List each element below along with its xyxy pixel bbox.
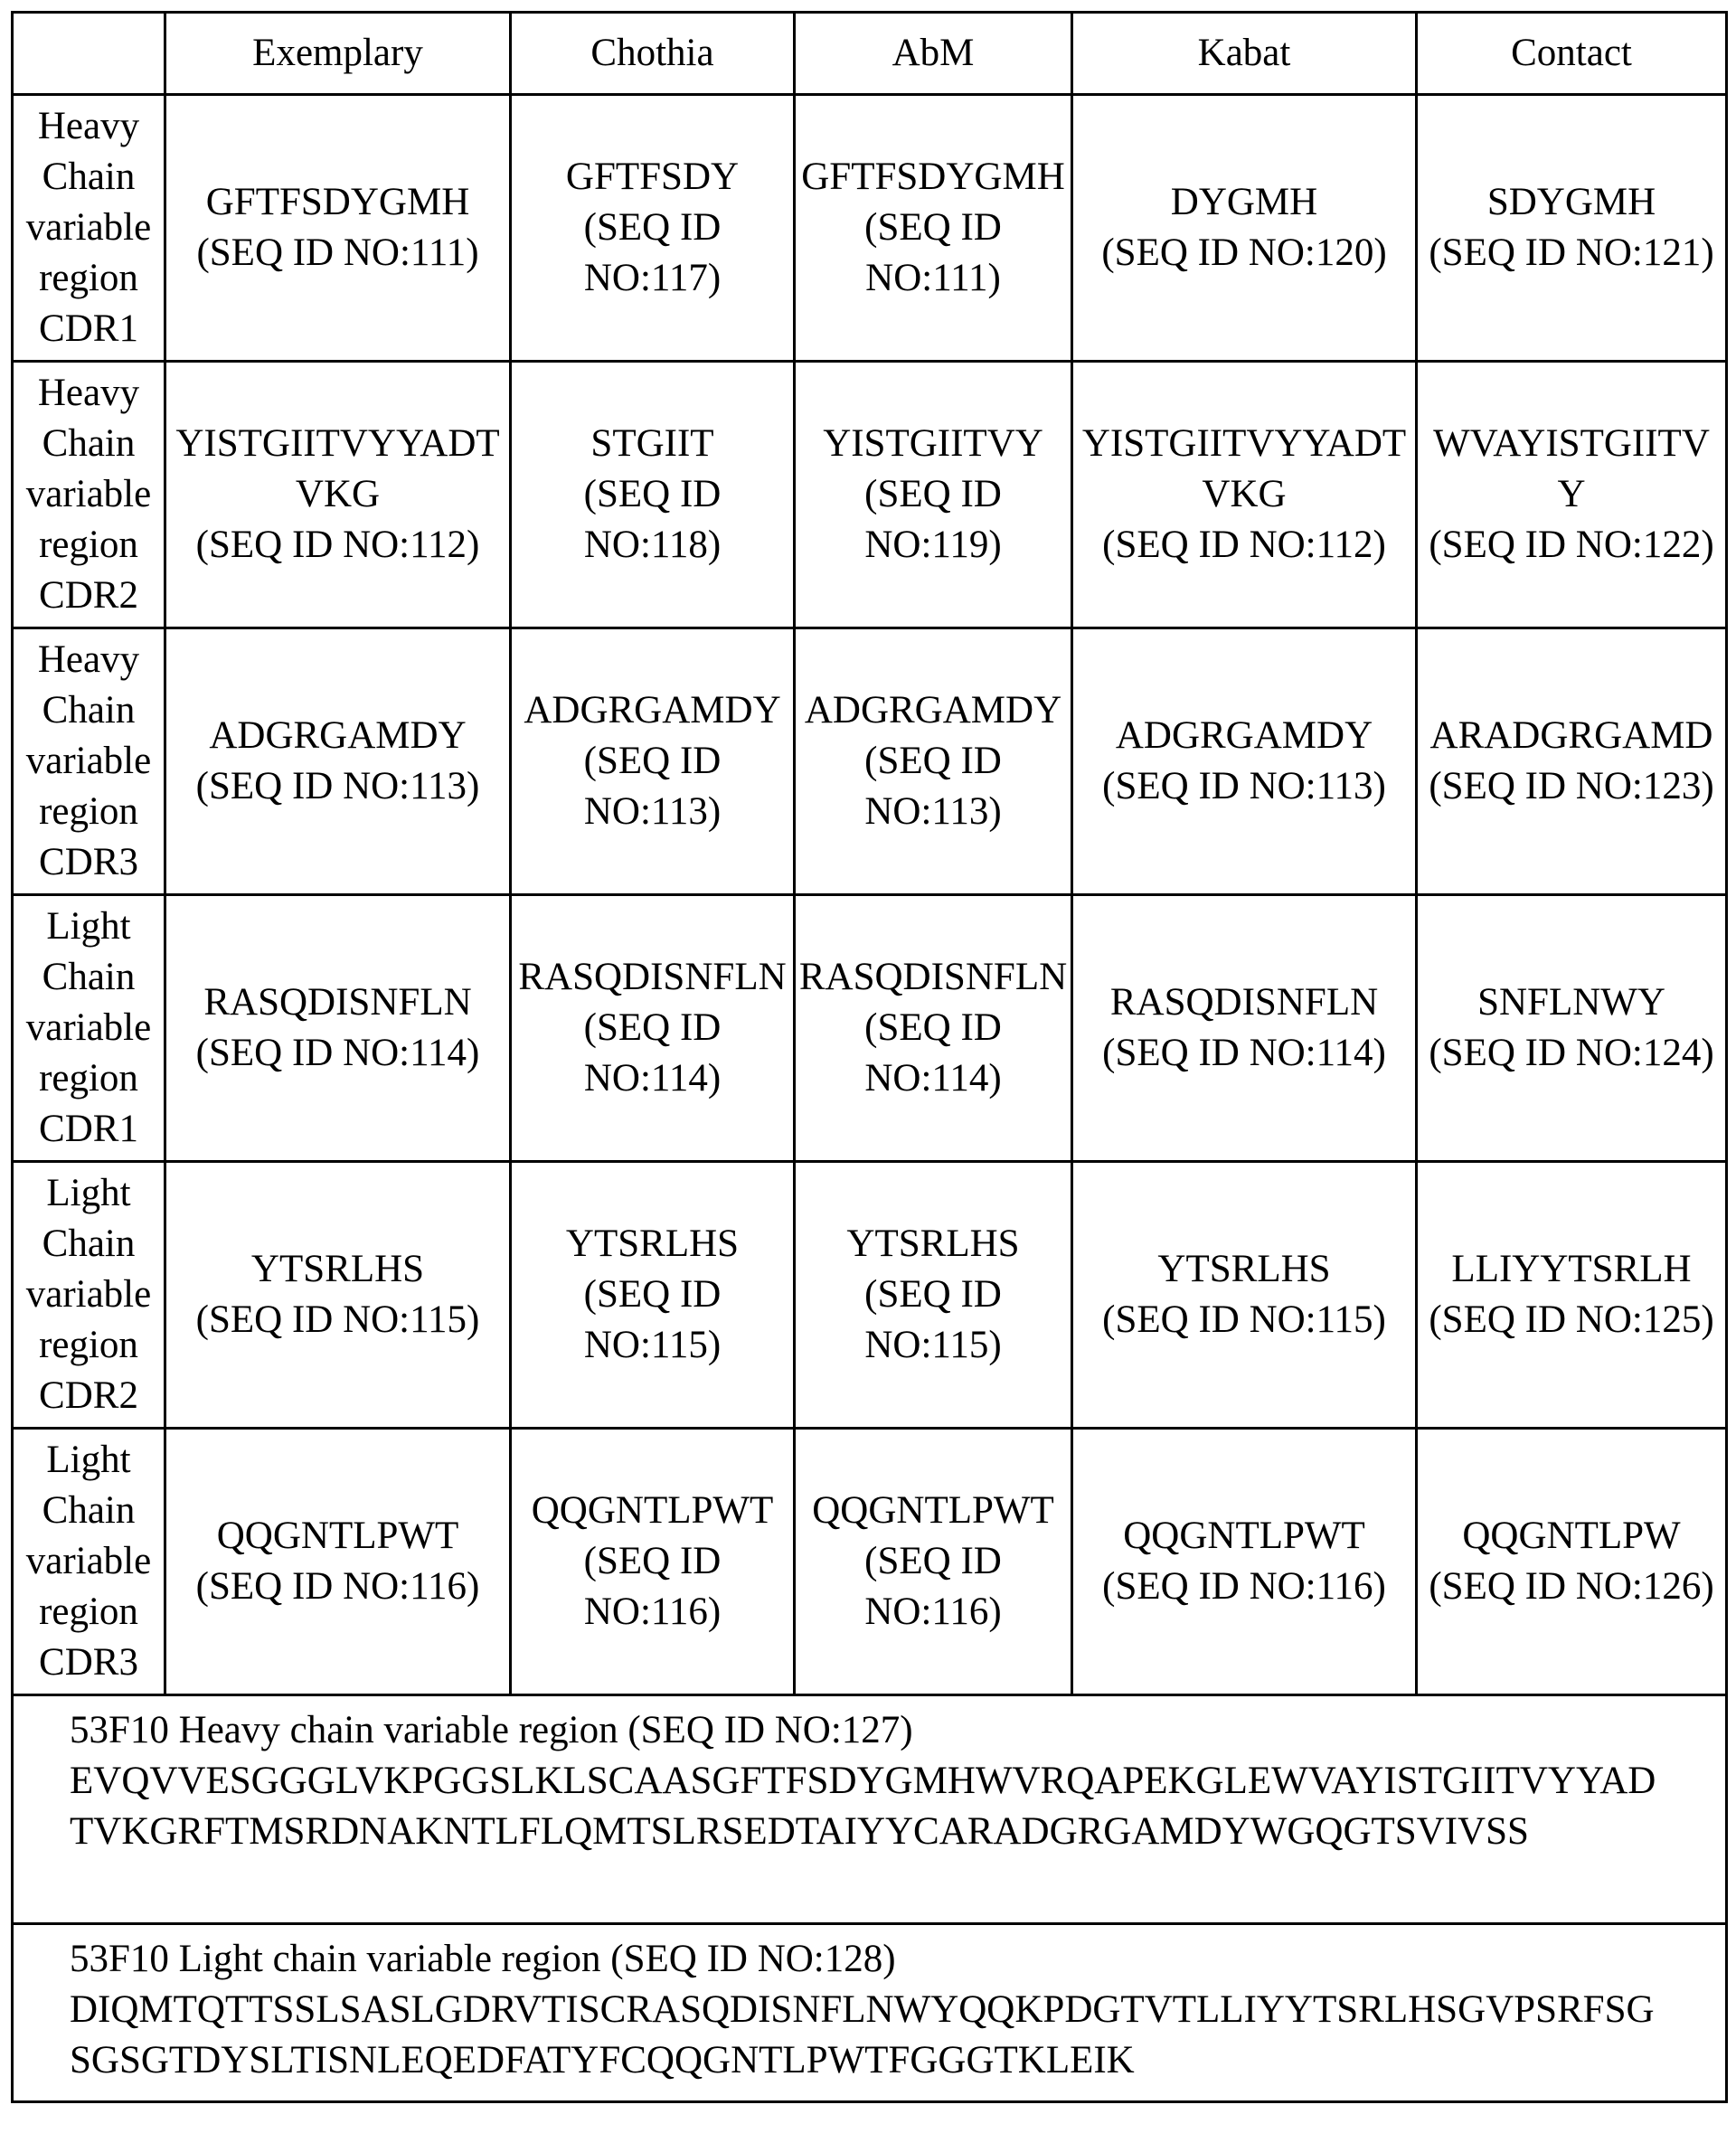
row-header	[13, 628, 165, 895]
cdr-sequence: YTSRLHS	[514, 1219, 791, 1269]
cdr-sequence: YTSRLHS	[1075, 1244, 1413, 1295]
row-header-line: Heavy	[15, 635, 162, 685]
row-header-line: CDR3	[15, 1638, 162, 1688]
seq-id-label: (SEQ ID NO:125)	[1420, 1295, 1723, 1345]
seq-id-label: (SEQ ID NO:121)	[1420, 228, 1723, 278]
row-header-line: variable	[15, 469, 162, 520]
row-header-line: variable	[15, 1536, 162, 1587]
seq-id-label: (SEQ ID NO:111)	[168, 228, 507, 278]
seq-id-label: (SEQ ID NO:113)	[168, 761, 507, 812]
header-row	[13, 13, 1727, 95]
seq-id-label: (SEQ ID NO:114)	[797, 1003, 1069, 1104]
row-header-line: CDR2	[15, 571, 162, 621]
row-header-line: region	[15, 520, 162, 571]
row-header-line: Chain	[15, 1486, 162, 1536]
row-header-line: CDR3	[15, 837, 162, 888]
table-row	[13, 95, 1727, 362]
seq-id-label: (SEQ ID NO:116)	[1075, 1562, 1413, 1612]
seq-id-label: (SEQ ID NO:115)	[797, 1269, 1069, 1371]
seq-id-label: (SEQ ID NO:117)	[514, 203, 791, 304]
seq-id-label: (SEQ ID NO:116)	[514, 1536, 791, 1638]
row-header	[13, 895, 165, 1162]
column-header: Exemplary	[165, 13, 511, 95]
cdr-sequence: YISTGIITVY	[797, 419, 1069, 469]
seq-id-label: (SEQ ID NO:114)	[1075, 1028, 1413, 1079]
table-cell	[165, 1162, 511, 1429]
table-cell	[165, 95, 511, 362]
table-cell	[1417, 1429, 1727, 1695]
column-header: Chothia	[511, 13, 795, 95]
light-chain-sequence: DIQMTQTTSSLSASLGDRVTISCRASQDISNFLNWYQQKPDGTVTLLIYYTSRLHSGVPSRFSGSGSGTDYSLTISNLEQEDFATYFCQQGNTLPWTFGGGTKLEIK	[70, 1985, 1671, 2086]
row-header-line: Heavy	[15, 101, 162, 152]
table-cell	[1072, 362, 1417, 628]
table-cell	[795, 362, 1072, 628]
table-cell	[795, 95, 1072, 362]
cdr-sequence: RASQDISNFLN	[797, 952, 1069, 1003]
row-header-line: Light	[15, 1168, 162, 1219]
table-cell	[1072, 95, 1417, 362]
table-cell	[1072, 1429, 1417, 1695]
seq-id-label: (SEQ ID NO:119)	[797, 469, 1069, 571]
heavy-chain-cell	[13, 1695, 1727, 1924]
cdr-sequence: GFTFSDY	[514, 152, 791, 203]
seq-id-label: (SEQ ID NO:114)	[168, 1028, 507, 1079]
row-header-line: Light	[15, 901, 162, 952]
seq-id-label: (SEQ ID NO:116)	[797, 1536, 1069, 1638]
cdr-sequence: GFTFSDYGMH	[168, 177, 507, 228]
row-header-line: region	[15, 1587, 162, 1638]
seq-id-label: (SEQ ID NO:113)	[797, 736, 1069, 837]
row-header-line: Chain	[15, 419, 162, 469]
row-header-line: Chain	[15, 152, 162, 203]
table-cell	[165, 362, 511, 628]
seq-id-label: (SEQ ID NO:124)	[1420, 1028, 1723, 1079]
cdr-sequence: SNFLNWY	[1420, 977, 1723, 1028]
table-cell	[1417, 895, 1727, 1162]
seq-id-label: (SEQ ID NO:113)	[514, 736, 791, 837]
cdr-sequence: YTSRLHS	[168, 1244, 507, 1295]
table-cell	[795, 1429, 1072, 1695]
cdr-sequence: ADGRGAMDY	[168, 711, 507, 761]
table-cell	[511, 628, 795, 895]
row-header-line: CDR2	[15, 1371, 162, 1421]
row-header-line: region	[15, 253, 162, 304]
cdr-sequence: RASQDISNFLN	[514, 952, 791, 1003]
table-cell	[1417, 95, 1727, 362]
seq-id-label: (SEQ ID NO:118)	[514, 469, 791, 571]
row-header-line: region	[15, 787, 162, 837]
row-header-line: variable	[15, 1269, 162, 1320]
row-header-line: CDR1	[15, 1104, 162, 1155]
cdr-sequence: QQGNTLPWT	[168, 1511, 507, 1562]
column-header: Contact	[1417, 13, 1727, 95]
table-cell	[511, 362, 795, 628]
row-header-line: Chain	[15, 952, 162, 1003]
cdr-sequence: QQGNTLPWT	[514, 1486, 791, 1536]
row-header-line: Light	[15, 1435, 162, 1486]
cdr-sequence: RASQDISNFLN	[1075, 977, 1413, 1028]
cdr-sequence: ARADGRGAMD	[1420, 711, 1723, 761]
table-cell	[795, 628, 1072, 895]
cdr-sequence: WVAYISTGIITVY	[1420, 419, 1723, 520]
table-cell	[511, 95, 795, 362]
table-cell	[795, 895, 1072, 1162]
seq-id-label: (SEQ ID NO:112)	[168, 520, 507, 571]
cdr-sequence: RASQDISNFLN	[168, 977, 507, 1028]
cdr-sequence: YISTGIITVYYADTVKG	[168, 419, 507, 520]
row-header	[13, 1429, 165, 1695]
row-header-line: region	[15, 1320, 162, 1371]
table-cell	[511, 895, 795, 1162]
heavy-chain-row	[13, 1695, 1727, 1924]
table-cell	[795, 1162, 1072, 1429]
table-cell	[1417, 628, 1727, 895]
table-cell	[1417, 1162, 1727, 1429]
cdr-sequence: SDYGMH	[1420, 177, 1723, 228]
column-header: Kabat	[1072, 13, 1417, 95]
row-header-line: variable	[15, 1003, 162, 1053]
seq-id-label: (SEQ ID NO:115)	[514, 1269, 791, 1371]
light-chain-cell	[13, 1924, 1727, 2102]
table-row	[13, 628, 1727, 895]
table-cell	[165, 895, 511, 1162]
light-chain-row	[13, 1924, 1727, 2102]
row-header	[13, 362, 165, 628]
table-cell	[1072, 1162, 1417, 1429]
row-header-line: Chain	[15, 1219, 162, 1269]
cdr-sequence: STGIIT	[514, 419, 791, 469]
table-cell	[165, 1429, 511, 1695]
seq-id-label: (SEQ ID NO:115)	[168, 1295, 507, 1345]
cdr-sequence: DYGMH	[1075, 177, 1413, 228]
seq-id-label: (SEQ ID NO:113)	[1075, 761, 1413, 812]
seq-id-label: (SEQ ID NO:123)	[1420, 761, 1723, 812]
table-row	[13, 895, 1727, 1162]
cdr-sequence: QQGNTLPWT	[1075, 1511, 1413, 1562]
seq-id-label: (SEQ ID NO:115)	[1075, 1295, 1413, 1345]
row-header-line: Chain	[15, 685, 162, 736]
table-row	[13, 1429, 1727, 1695]
seq-id-label: (SEQ ID NO:114)	[514, 1003, 791, 1104]
cdr-sequence: QQGNTLPWT	[797, 1486, 1069, 1536]
seq-id-label: (SEQ ID NO:126)	[1420, 1562, 1723, 1612]
column-header: AbM	[795, 13, 1072, 95]
heavy-chain-sequence: EVQVVESGGGLVKPGGSLKLSCAASGFTFSDYGMHWVRQAPEKGLEWVAYISTGIITVYYADTVKGRFTMSRDNAKNTLFLQMTSLRSEDTAIYYCARADGRGAMDYWGQGTSVIVSS	[70, 1756, 1671, 1857]
cdr-sequence: YISTGIITVYYADTVKG	[1075, 419, 1413, 520]
cdr-sequence: ADGRGAMDY	[1075, 711, 1413, 761]
table-cell	[511, 1162, 795, 1429]
cdr-sequence: QQGNTLPW	[1420, 1511, 1723, 1562]
table-row	[13, 1162, 1727, 1429]
seq-id-label: (SEQ ID NO:122)	[1420, 520, 1723, 571]
row-header-line: CDR1	[15, 304, 162, 354]
seq-id-label: (SEQ ID NO:120)	[1075, 228, 1413, 278]
seq-id-label: (SEQ ID NO:112)	[1075, 520, 1413, 571]
table-cell	[165, 628, 511, 895]
row-header-line: region	[15, 1053, 162, 1104]
corner-header	[13, 13, 165, 95]
table-row	[13, 362, 1727, 628]
row-header-line: variable	[15, 736, 162, 787]
light-chain-title: 53F10 Light chain variable region (SEQ ID NO:128)	[70, 1934, 1671, 1985]
cdr-sequence: GFTFSDYGMH	[797, 152, 1069, 203]
table-cell	[1072, 628, 1417, 895]
row-header-line: Heavy	[15, 368, 162, 419]
table-cell	[1072, 895, 1417, 1162]
seq-id-label: (SEQ ID NO:116)	[168, 1562, 507, 1612]
cdr-sequence: ADGRGAMDY	[797, 685, 1069, 736]
table-cell	[511, 1429, 795, 1695]
row-header	[13, 95, 165, 362]
cdr-sequence: ADGRGAMDY	[514, 685, 791, 736]
heavy-chain-title: 53F10 Heavy chain variable region (SEQ ID NO:127)	[70, 1705, 1671, 1756]
cdr-sequence: LLIYYTSRLH	[1420, 1244, 1723, 1295]
table-cell	[1417, 362, 1727, 628]
row-header-line: variable	[15, 203, 162, 253]
cdr-sequence: YTSRLHS	[797, 1219, 1069, 1269]
cdr-table	[11, 11, 1728, 2103]
seq-id-label: (SEQ ID NO:111)	[797, 203, 1069, 304]
row-header	[13, 1162, 165, 1429]
